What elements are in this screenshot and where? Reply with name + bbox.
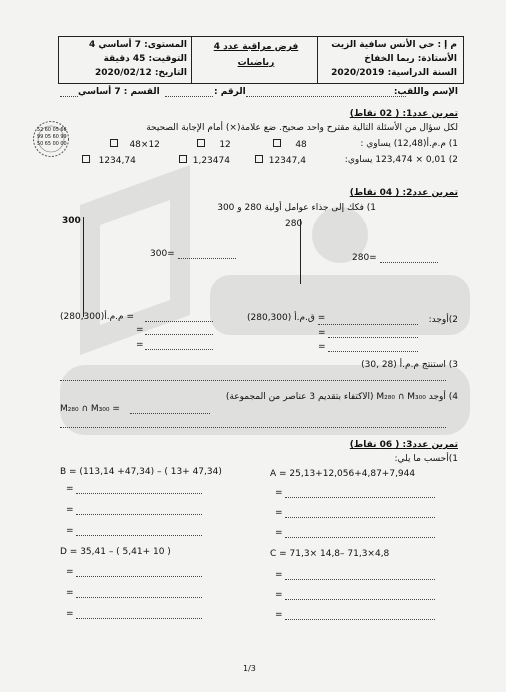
exercise2-q1: 1) فكك إلى جذاء عوامل أولية 280 و 300 xyxy=(217,203,376,213)
exercise1-q1: 1) م.م.أ(12,48) يساوي : xyxy=(360,139,458,149)
expr-d: D = 35,41 – ( 5,41+ 10 ) xyxy=(60,547,171,557)
exercise3-title: تمرين عدد3: ( 06 نقاط) xyxy=(349,440,458,450)
exercise3-q1: 1)أحسب ما يلي: xyxy=(394,454,458,464)
checkbox[interactable] xyxy=(255,155,263,163)
expr-c: C = 71,3× 14,8– 71,3×4,8 xyxy=(270,549,390,559)
eq-280: 280= xyxy=(352,253,377,263)
exercise2-q2: 2)أوجد: xyxy=(428,315,458,325)
exercise1-q2: 2) 0,01 × 123,474 يساوي: xyxy=(344,155,458,165)
checkbox[interactable] xyxy=(273,139,281,147)
student-class-label: القسم : 7 أساسي xyxy=(78,87,160,97)
m-intersection: M₂₈₀ ∩ M₃₀₀ = xyxy=(60,404,120,414)
exam-title: فرض مراقبة عدد 4 xyxy=(213,42,299,52)
teacher-name: الأستاذة: ريما الخفاخ xyxy=(364,54,457,64)
gcd-expr: ق.م.أ (280,300) = xyxy=(247,313,326,323)
student-name-label: الإسم واللقب: xyxy=(393,87,458,97)
q1-option-2[interactable]: 12 xyxy=(197,139,231,150)
student-number-label: الرقم : xyxy=(214,87,246,97)
checkbox[interactable] xyxy=(179,155,187,163)
exercise2-title: تمرين عدد2: ( 04 نقاط) xyxy=(349,188,458,198)
school-name: م إ : حي الأنس سافية الزيت xyxy=(331,40,457,50)
page-number: 1/3 xyxy=(243,664,256,673)
exercise2-q3: 3) استنتج م.م.أ (28 ,30) xyxy=(361,360,458,370)
stamp-line-3: 50 65 00 00 xyxy=(37,141,67,147)
duration: التوقيت: 45 دقيقة xyxy=(103,54,187,64)
expr-b: B = (113,14 +47,34) – ( 13+ 47,34) xyxy=(60,467,222,477)
factor-280-label: 280 xyxy=(285,219,303,229)
stamp-line-1: 52 60 05 66 xyxy=(37,127,67,133)
checkbox[interactable] xyxy=(110,139,118,147)
exercise2-q4: 4) أوجد M₂₈₀ ∩ M₃₀₀ (الاكتفاء بتقديم 3 عناصر من المجموعة) xyxy=(225,392,458,402)
header-box xyxy=(58,36,464,84)
q2-option-1[interactable]: 12347,4 xyxy=(255,155,306,166)
subject: رياضيات xyxy=(237,58,275,68)
q1-option-3[interactable]: 48×12 xyxy=(110,139,160,150)
school-year: السنة الدراسية: 2020/2019 xyxy=(331,68,457,78)
exercise1-instruction: لكل سؤال من الأسئلة التالية مقترح واحد صحيح. ضع علامة(×) أمام الإجابة الصحيحة xyxy=(146,123,458,133)
q1-option-1[interactable]: 48 xyxy=(273,139,307,150)
checkbox[interactable] xyxy=(197,139,205,147)
stamp-line-2: 99 05 60 99 xyxy=(37,134,67,140)
exercise1-title: تمرين عدد1: ( 02 نقاط) xyxy=(349,109,458,119)
level: المستوى: 7 أساسي 4 xyxy=(88,40,187,50)
expr-a: A = 25,13+12,056+4,87+7,944 xyxy=(270,469,416,479)
q2-option-2[interactable]: 1,23474 xyxy=(179,155,230,166)
q2-option-3[interactable]: 1234,74 xyxy=(82,155,136,166)
lcm-expr: م.م.أ(280,300) = xyxy=(60,312,135,322)
date: التاريخ: 2020/02/12 xyxy=(95,68,187,78)
factor-300-label: 300 xyxy=(62,216,81,226)
checkbox[interactable] xyxy=(82,155,90,163)
eq-300: 300= xyxy=(150,249,175,259)
